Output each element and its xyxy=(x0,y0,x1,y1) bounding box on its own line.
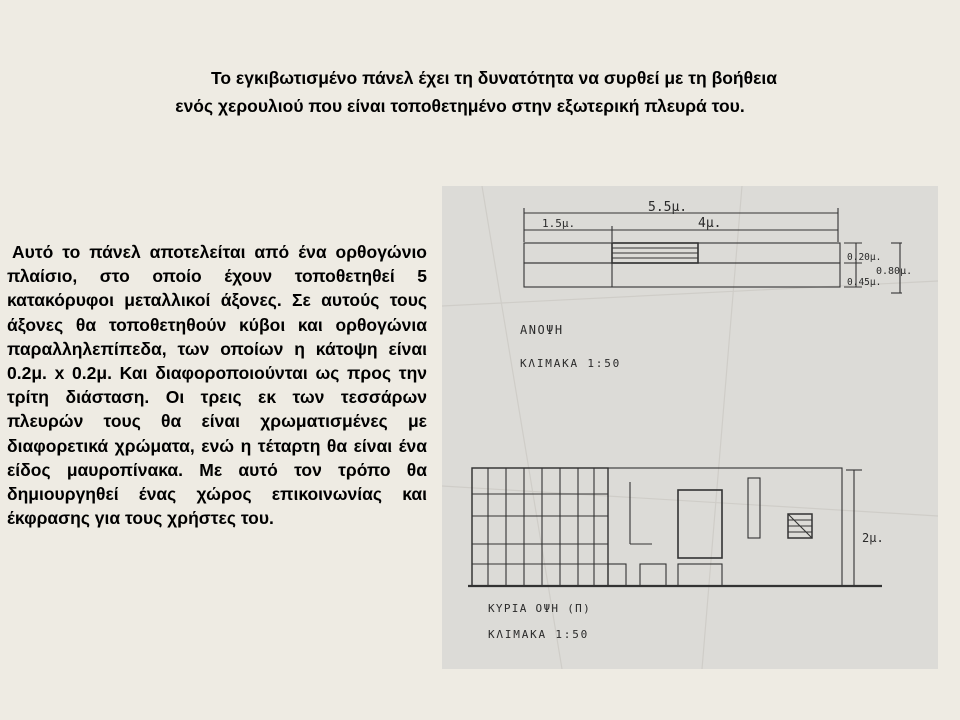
dim-top-layer: 0.20μ. xyxy=(847,252,882,263)
intro-paragraph xyxy=(120,64,840,120)
dim-bottom-layer: 0.45μ. xyxy=(847,277,882,288)
plan-title: ΑΝΟΨΗ xyxy=(520,323,564,337)
dim-depth: 0.80μ. xyxy=(876,266,913,277)
dim-left: 1.5μ. xyxy=(542,217,576,230)
elev-height: 2μ. xyxy=(862,531,884,545)
elevation-scale: ΚΛΙΜΑΚΑ 1:50 xyxy=(488,628,590,641)
dim-total: 5.5μ. xyxy=(648,200,688,215)
intro-line-2: ενός χερουλιού που είναι τοποθετημένο στην εξωτερική πλευρά του. xyxy=(175,96,745,116)
intro-line-1: Το εγκιβωτισμένο πάνελ έχει τη δυνατότητα να συρθεί με τη βοήθεια xyxy=(210,68,778,88)
plan-scale: ΚΛΙΜΑΚΑ 1:50 xyxy=(520,357,622,370)
description-paragraph: Αυτό το πάνελ αποτελείται από ένα ορθογώνιο πλαίσιο, στο οποίο έχουν τοποθετηθεί 5 κατακόρυφοι μεταλλικοί άξονες. Σε αυτούς τους άξονες θα τοποθετηθούν κύβοι και ορθογώνια παραλληλεπίπεδα, των οποίων η κάτοψη είναι 0.2μ. x 0.2μ. Και διαφοροποιούνται ως προς την τρίτη διάσταση. Οι τρεις εκ των τεσσάρων πλευρών τους θα είναι χρωματισμένες με διαφορετικά χρώματα, ενώ η τέταρτη θα είναι ένα είδος μαυροπίνακα. Με αυτό τον τρόπο θα δημιουργηθεί ένας χώρος επικοινωνίας και έκφρασης για τους χρήστες του. xyxy=(7,242,427,529)
dim-right: 4μ. xyxy=(698,216,722,231)
hand-drawn-sketch xyxy=(442,186,938,669)
elevation-title: ΚΥΡΙΑ ΟΨΗ (Π) xyxy=(488,602,591,615)
sketch-drawing xyxy=(442,186,938,669)
